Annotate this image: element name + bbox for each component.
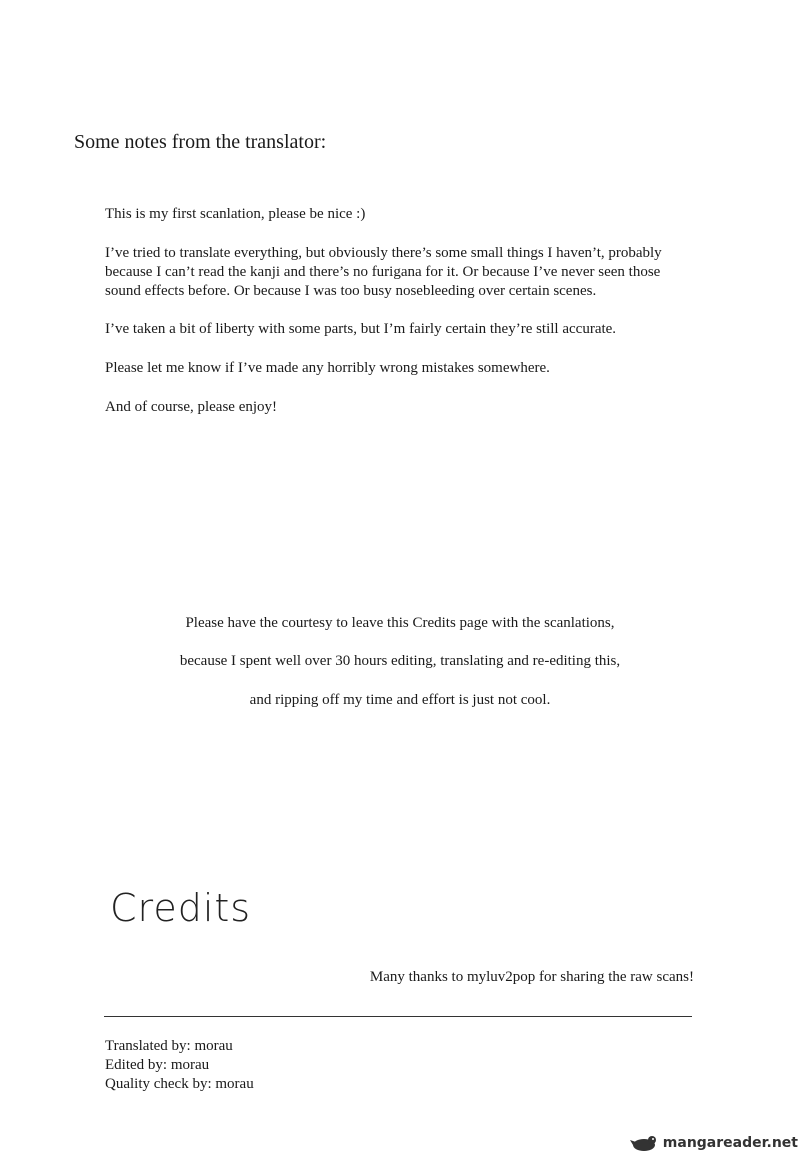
note-line: And of course, please enjoy! bbox=[105, 399, 278, 415]
note-line: Please let me know if I’ve made any horribly wrong mistakes somewhere. bbox=[105, 360, 550, 376]
note-line: This is my first scanlation, please be nice :) bbox=[105, 206, 366, 222]
note-line: sound effects before. Or because I was too busy nosebleeding over certain scenes. bbox=[105, 283, 597, 299]
site-watermark bbox=[630, 1134, 798, 1152]
courtesy-line: Please have the courtesy to leave this Credits page with the scanlations, bbox=[185, 615, 615, 631]
notes-heading: Some notes from the translator: bbox=[74, 131, 327, 153]
credit-translator: Translated by: morau bbox=[105, 1038, 233, 1054]
courtesy-line: and ripping off my time and effort is just not cool. bbox=[249, 692, 551, 708]
note-line: I’ve taken a bit of liberty with some parts, but I’m fairly certain they’re still accurate. bbox=[105, 321, 617, 337]
watermark-text: mangareader.net bbox=[662, 1135, 798, 1151]
note-line: I’ve tried to translate everything, but obviously there’s some small things I haven’t, probably bbox=[105, 245, 662, 261]
divider bbox=[104, 1016, 692, 1017]
credits-title: Credits bbox=[110, 886, 252, 930]
credit-quality-check: Quality check by: morau bbox=[105, 1076, 254, 1092]
logo-icon bbox=[630, 1134, 660, 1152]
courtesy-line: because I spent well over 30 hours editing, translating and re-editing this, bbox=[179, 653, 621, 669]
note-line: because I can’t read the kanji and there’s no furigana for it. Or because I’ve never seen those bbox=[105, 264, 661, 280]
thanks-line: Many thanks to myluv2pop for sharing the raw scans! bbox=[369, 969, 694, 985]
credit-editor: Edited by: morau bbox=[105, 1057, 210, 1073]
